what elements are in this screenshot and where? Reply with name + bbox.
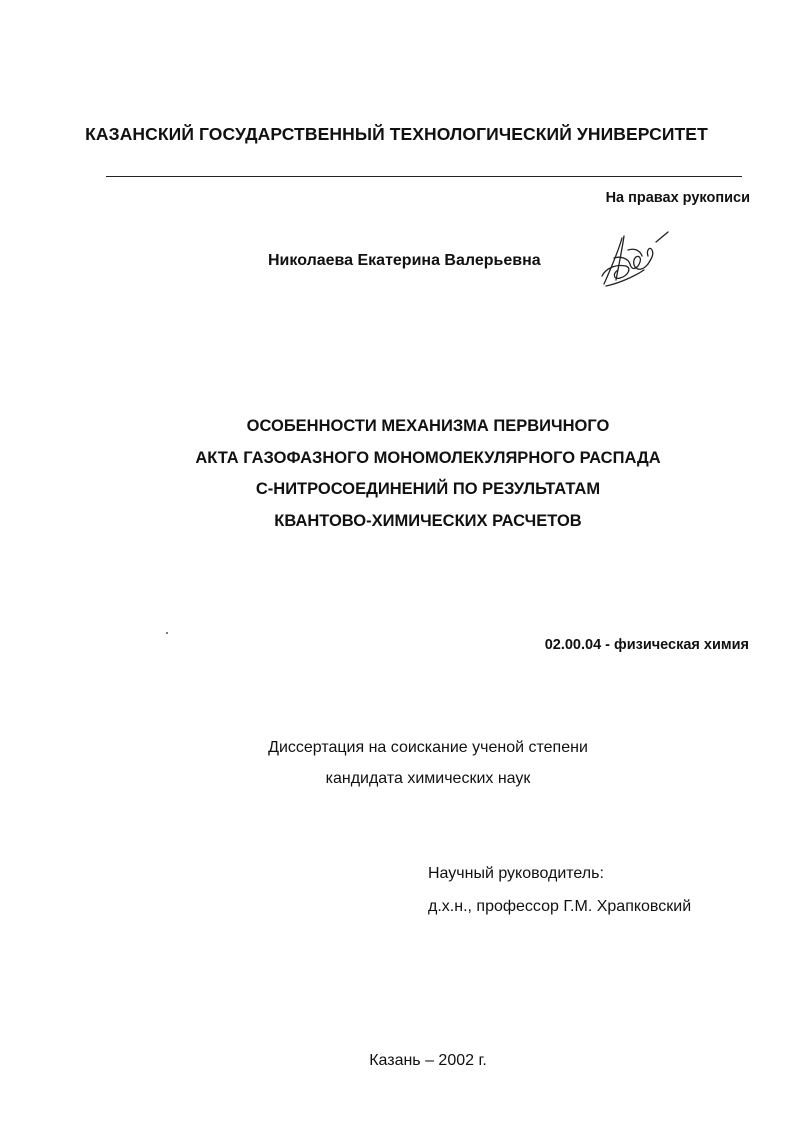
specialty-code: 02.00.04 - физическая химия xyxy=(544,637,749,653)
dissertation-title xyxy=(0,411,793,537)
header-divider xyxy=(106,176,742,177)
degree-statement xyxy=(0,732,793,794)
supervisor-label: Научный руководитель: xyxy=(428,865,604,882)
degree-line: Диссертация на соискание ученой степени xyxy=(268,739,588,756)
title-line: С-НИТРОСОЕДИНЕНИЙ ПО РЕЗУЛЬТАТАМ xyxy=(255,480,601,498)
author-name: Николаева Екатерина Валерьевна xyxy=(268,252,541,269)
title-line: КВАНТОВО-ХИМИЧЕСКИХ РАСЧЕТОВ xyxy=(274,511,582,530)
scan-speck xyxy=(166,632,168,634)
supervisor-name: д.х.н., профессор Г.М. Храпковский xyxy=(428,898,692,915)
city-year: Казань – 2002 г. xyxy=(369,1052,487,1069)
university-name: КАЗАНСКИЙ ГОСУДАРСТВЕННЫЙ ТЕХНОЛОГИЧЕСКИЙ УНИВЕРСИТЕТ xyxy=(85,124,708,144)
title-line: АКТА ГАЗОФАЗНОГО МОНОМОЛЕКУЛЯРНОГО РАСПАДА xyxy=(195,448,661,467)
title-line: ОСОБЕННОСТИ МЕХАНИЗМА ПЕРВИЧНОГО xyxy=(246,417,610,435)
rights-note: На правах рукописи xyxy=(605,190,750,206)
degree-line: кандидата химических наук xyxy=(325,770,531,787)
supervisor-block xyxy=(428,857,691,923)
signature-icon xyxy=(592,228,676,292)
